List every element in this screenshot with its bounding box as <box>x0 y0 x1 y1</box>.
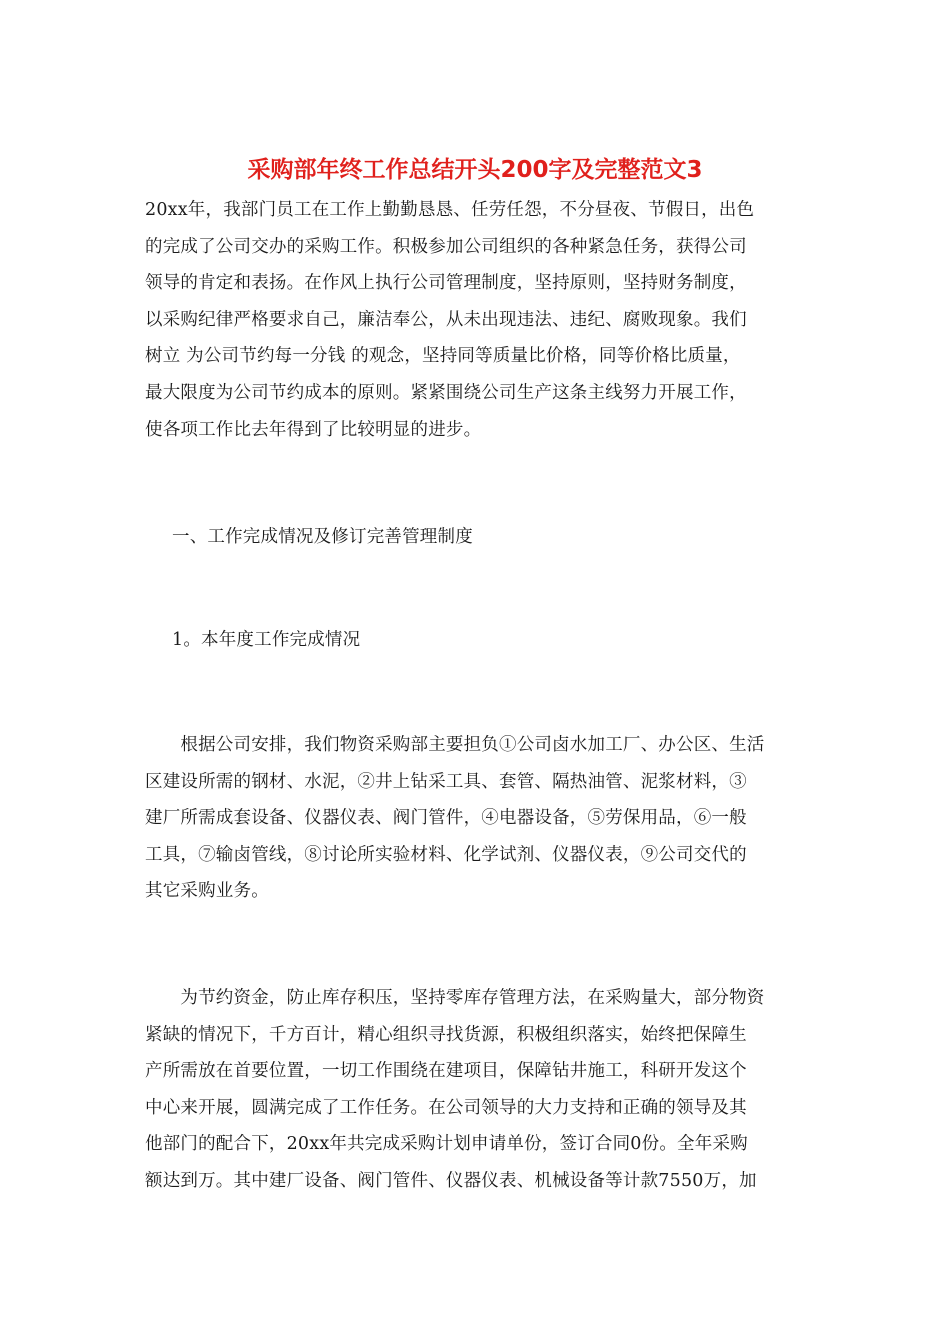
text-line: 工具，⑦输卤管线，⑧讨论所实验材料、化学试剂、仪器仪表，⑨公司交代的 <box>145 844 747 865</box>
text-line: 其它采购业务。 <box>145 881 269 902</box>
text-line: 使各项工作比去年得到了比较明显的进步。 <box>145 419 482 440</box>
text-line: 20xx年，我部门员工在工作上勤勤恳恳、任劳任怨，不分昼夜、节假日，出色 <box>145 200 755 220</box>
text-line: 额达到万。其中建厂设备、阀门管件、仪器仪表、机械设备等计款7550万，加 <box>145 1170 757 1191</box>
text-line: 以采购纪律严格要求自己，廉洁奉公，从未出现违法、违纪、腐败现象。我们 <box>145 309 747 330</box>
section-heading <box>172 519 832 556</box>
text-line: 产所需放在首要位置，一切工作围绕在建项目，保障钻井施工，科研开发这个 <box>145 1061 747 1082</box>
subsection-heading-text: 1。本年度工作完成情况 <box>172 630 361 650</box>
text-line: 建厂所需成套设备、仪器仪表、阀门管件，④电器设备，⑤劳保用品，⑥一般 <box>145 808 747 829</box>
text-line: 最大限度为公司节约成本的原则。紧紧围绕公司生产这条主线努力开展工作， <box>145 382 747 403</box>
subsection-heading <box>172 622 832 659</box>
intro-paragraph <box>145 192 805 448</box>
section-heading-text: 一、工作完成情况及修订完善管理制度 <box>172 527 473 547</box>
procurement-scope-paragraph <box>145 727 805 910</box>
text-line: 他部门的配合下，20xx年共完成采购计划申请单份，签订合同0份。全年采购 <box>145 1134 748 1155</box>
text-line: 树立 为公司节约每一分钱 的观念，坚持同等质量比价格，同等价格比质量， <box>145 346 741 367</box>
text-line: 的完成了公司交办的采购工作。积极参加公司组织的各种紧急任务，获得公司 <box>145 236 747 257</box>
cost-saving-paragraph <box>145 980 805 1200</box>
text-line: 为节约资金，防止库存积压，坚持零库存管理方法，在采购量大，部分物资 <box>145 988 765 1008</box>
document-title: 采购部年终工作总结开头200字及完整范文3 <box>247 157 703 183</box>
text-line: 中心来开展，圆满完成了工作任务。在公司领导的大力支持和正确的领导及其 <box>145 1097 747 1118</box>
text-line: 领导的肯定和表扬。在作风上执行公司管理制度，坚持原则，坚持财务制度， <box>145 273 747 294</box>
text-line: 区建设所需的钢材、水泥，②井上钻采工具、套管、隔热油管、泥浆材料，③ <box>145 771 747 792</box>
text-line: 紧缺的情况下，千方百计，精心组织寻找货源，积极组织落实，始终把保障生 <box>145 1024 747 1045</box>
text-line: 根据公司安排，我们物资采购部主要担负①公司卤水加工厂、办公区、生活 <box>145 735 765 755</box>
